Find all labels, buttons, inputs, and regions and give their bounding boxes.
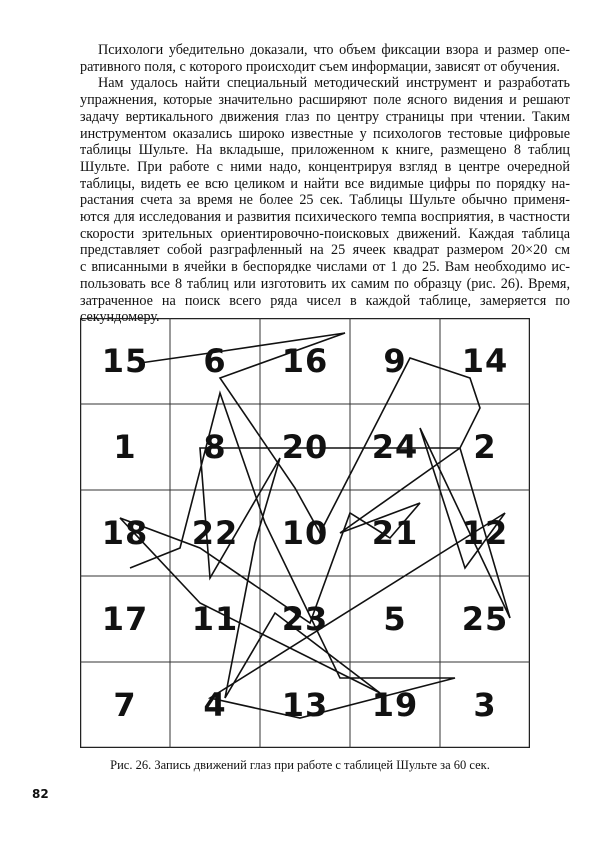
table-cell-number: 22 — [191, 514, 239, 552]
text-line: Психологи убедительно доказали, что объем фиксации взора и размер опе- — [98, 42, 570, 58]
text-line: с вписанными в ячейки в беспорядке числами от 1 до 25. Вам необходимо ис- — [80, 259, 570, 276]
text-line: Шульте. При работе с ними надо, концентрируя взгляд в центре очередной — [80, 158, 570, 175]
text-line: таблицы, видеть ее всю целиком и найти все видимые цифры по порядку на- — [80, 175, 570, 192]
table-cell-number: 13 — [281, 686, 329, 724]
text-line: секундомеру. — [80, 309, 160, 326]
table-cell-number: 9 — [383, 342, 407, 380]
text-line: ративного поля, с которого происходит съем информации, зависят от обучения. — [80, 58, 560, 75]
table-cell-number: 21 — [371, 514, 419, 552]
table-cell-number: 1 — [113, 428, 137, 466]
text-line: скорости зрительных ориентировочно-поисковых движений. Каждая таблица — [80, 225, 570, 242]
table-cell-number: 4 — [203, 686, 227, 724]
table-cell-number: 7 — [113, 686, 137, 724]
text-line: Нам удалось найти специальный методический инструмент и разработать — [98, 75, 570, 92]
page-number: 82 — [32, 787, 49, 801]
paragraph-1 — [80, 42, 570, 75]
body-text — [80, 42, 570, 326]
table-cell-number: 17 — [101, 600, 149, 638]
table-cell-number: 18 — [101, 514, 149, 552]
text-line: таблицы Шульте. На вкладыше, приложенном к книге, размещено 8 таблиц — [80, 142, 570, 159]
table-cell-number: 11 — [191, 600, 239, 638]
table-cell-number: 15 — [101, 342, 149, 380]
table-cell-number: 20 — [281, 428, 329, 466]
table-cell-number: 10 — [281, 514, 329, 552]
table-cell-number: 12 — [461, 514, 509, 552]
schulte-table-figure — [80, 318, 530, 748]
table-cell-number: 6 — [203, 342, 227, 380]
text-line: растания счета за время не более 25 сек. Таблицы Шульте обычно применя- — [80, 192, 570, 209]
text-line: представляет собой разграфленный на 25 ячеек квадрат размером 20×20 см — [80, 242, 570, 259]
text-line: ются для исследования и развития психического темпа восприятия, в частности — [80, 209, 570, 226]
table-cell-number: 2 — [473, 428, 497, 466]
figure-caption: Рис. 26. Запись движений глаз при работе с таблицей Шульте за 60 сек. — [110, 758, 490, 772]
table-cell-number: 8 — [203, 428, 227, 466]
table-cell-number: 19 — [371, 686, 419, 724]
text-line: пользовать все 8 таблиц или изготовить их самим по образцу (рис. 26). Время, — [80, 275, 570, 292]
table-cell-number: 3 — [473, 686, 497, 724]
text-line: задачу вертикального движения глаз по центру страницы при чтении. Таким — [80, 108, 570, 125]
table-cell-number: 25 — [461, 600, 509, 638]
text-line: инструментом оказались широко известные у психологов тестовые цифровые — [80, 125, 570, 142]
text-line: затраченное на поиск всего ряда чисел в каждой таблице, замеряется по — [80, 292, 570, 309]
paragraph-2 — [80, 75, 570, 326]
text-line: упражнения, которые значительно расширяют поле ясного видения и решают — [80, 92, 570, 109]
table-cell-number: 16 — [281, 342, 329, 380]
table-cell-number: 23 — [281, 600, 329, 638]
table-cell-number: 24 — [371, 428, 419, 466]
table-cell-number: 14 — [461, 342, 509, 380]
table-cell-number: 5 — [383, 600, 407, 638]
